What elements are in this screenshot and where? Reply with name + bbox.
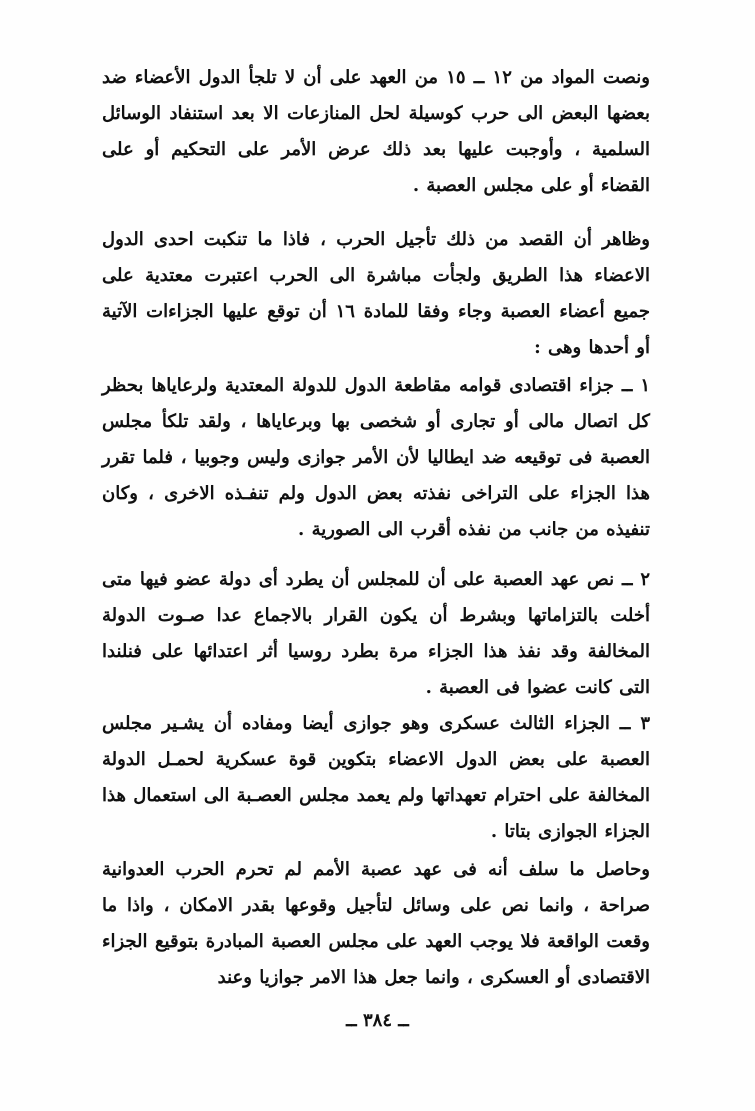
page-number: ــ ٣٨٤ ــ (346, 1010, 409, 1031)
paragraph-text: وحاصل ما سلف أنه فى عهد عصبة الأمم لم تحرم الحرب العدوانية صراحة ، وانما نص على وسائل لتأجيل وقوعها بقدر الامكان ، واذا ما وقعت الواقعة فلا يوجب العهد على مجلس العصبة المبادرة بتوقيع الجزاء الاقتصادى أو العسكرى ، وانما جعل هذا الامر جوازيا وعند (102, 859, 650, 988)
paragraph-text: ٢ ــ نص عهد العصبة على أن للمجلس أن يطرد أى دولة عضو فيها متى أخلت بالتزاماتها وبشرط أن يكون القرار بالاجماع عدا صـوت الدولة المخالفة وقد نفذ هذا الجزاء مرة بطرد روسيا أثر اعتدائها على فنلندا التى كانت عضوا فى العصبة . (102, 569, 650, 698)
paragraph-summary (102, 852, 650, 996)
paragraph-economic-sanction (102, 368, 650, 548)
paragraph-expulsion-sanction (102, 562, 650, 706)
paragraph-military-sanction (102, 706, 650, 850)
paragraph-text: وظاهر أن القصد من ذلك تأجيل الحرب ، فاذا ما تنكبت احدى الدول الاعضاء هذا الطريق ولجأت مباشرة الى الحرب اعتبرت معتدية على جميع أعضاء العصبة وجاء وفقا للمادة ١٦ أن توقع عليها الجزاءات الآتية أو أحدها وهى : (102, 229, 650, 358)
paragraph-articles-12-15 (102, 60, 650, 204)
paragraph-text: ١ ــ جزاء اقتصادى قوامه مقاطعة الدول للدولة المعتدية ولرعاياها بحظر كل اتصال مالى أو تجارى أو شخصى بها وبرعاياها ، ولقد تلكأ مجلس العصبة فى توقيعه ضد ايطاليا لأن الأمر جوازى وليس وجوبيا ، فلما تقرر هذا الجزاء على التراخى نفذته بعض الدول ولم تنفـذه الاخرى ، وكان تنفيذه من جانب من نفذه أقرب الى الصورية . (102, 375, 650, 540)
paragraph-text: ٣ ــ الجزاء الثالث عسكرى وهو جوازى أيضا ومفاده أن يشـير مجلس العصبة على بعض الدول الاعضاء بتكوين قوة عسكرية لحمـل الدولة المخالفة على احترام تعهداتها ولم يعمد مجلس العصـبة الى استعمال هذا الجزاء الجوازى بتاتا . (102, 713, 650, 842)
paragraph-text: ونصت المواد من ١٢ ــ ١٥ من العهد على أن لا تلجأ الدول الأعضاء ضد بعضها البعض الى حرب كوسيلة لحل المنازعات الا بعد استنفاد الوسائل السلمية ، وأوجبت عليها بعد ذلك عرض الأمر على التحكيم أو على القضاء أو على مجلس العصبة . (102, 67, 650, 196)
paragraph-war-postponement (102, 222, 650, 366)
